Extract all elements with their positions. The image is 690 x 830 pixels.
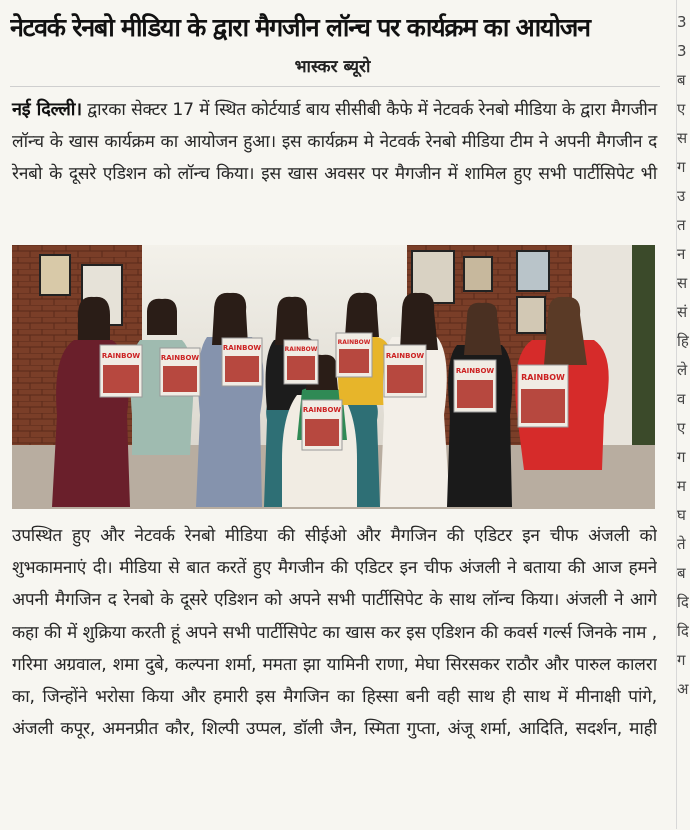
magazine-title: RAINBOW xyxy=(385,352,425,360)
article-paragraph-2: उपस्थित हुए और नेटवर्क रेनबो मीडिया की सीईओ और मैगजिन की एडिटर इन चीफ अंजली को शुभकामनाएं दी। मीडिया से बात करतें हुए मैगजीन की एडिटर इन चीफ अंजली ने बताया की आज हमने अपनी मैगजिन द रेनबो के दूसरे एडिशन को अपने सभी पार्टीसिपेट के साथ लॉन्च किया। अंजली ने आगे कहा की में शुक्रिया करती हूं अपने सभी पार्टीसिपेट का खास कर इस एडिशन की कवर्स गर्ल्स जिनके नाम , गरिमा अग्रवाल, शमा दुबे, कल्पना शर्मा, ममता झा यामिनी राणा, मेघा सिरसकर राठौर और पारुल कालरा का, जिन्होंने भरोसा किया और हमारी इस मैगजिन का हिस्सा बनी वही साथ ही साथ में मीनाक्षी पांगे, अंजली कपूर, अमनप्रीत कौर, शिल्पी उप्पल, डॉली जैन, स्मिता गुप्ता, अंजू शर्मा, आदिति, सदर्शन, माही xyxy=(12,526,657,740)
magazine-title: RAINBOW xyxy=(521,373,565,382)
headline: नेटवर्क रेनबो मीडिया के द्वारा मैगजीन लॉन्च पर कार्यक्रम का आयोजन xyxy=(10,13,590,42)
dateline: नई दिल्ली। xyxy=(12,99,82,120)
magazine-title: RAINBOW xyxy=(222,344,262,352)
magazine-title: RAINBOW xyxy=(284,346,318,353)
adjacent-column-edge xyxy=(676,0,690,829)
byline: भास्कर ब्यूरो xyxy=(294,57,371,77)
magazine-title: RAINBOW xyxy=(455,367,495,375)
magazine-title: RAINBOW xyxy=(337,339,371,346)
magazine-title: RAINBOW xyxy=(101,352,141,360)
article-paragraph-1 xyxy=(12,94,657,191)
group-photo-illustration xyxy=(12,245,655,509)
paragraph-1-text: द्वारका सेक्टर 17 में स्थित कोर्टयार्ड बाय सीसीबी कैफे में नेटवर्क रेनबो मीडिया के द्वारा मैगजीन लॉन्च के खास कार्यक्रम का आयोजन हुआ। इस कार्यक्रम मे नेटवर्क रेनबो मीडिया टीम ने अपनी मैगजीन द रेनबो के दूसरे एडिशन को लॉन्च किया। इस खास अवसर पर मैगजीन में शामिल हुए सभी पार्टीसिपेट भी xyxy=(12,100,657,185)
divider xyxy=(10,86,660,87)
magazine-title: RAINBOW xyxy=(302,406,342,414)
adjacent-column-text: 3 3 ब ए स ग उ त न स सं हि ले व ए ग म घ ते ब दि दि ग अ xyxy=(677,13,689,698)
event-photo xyxy=(12,245,655,509)
magazine-title: RAINBOW xyxy=(160,354,200,362)
